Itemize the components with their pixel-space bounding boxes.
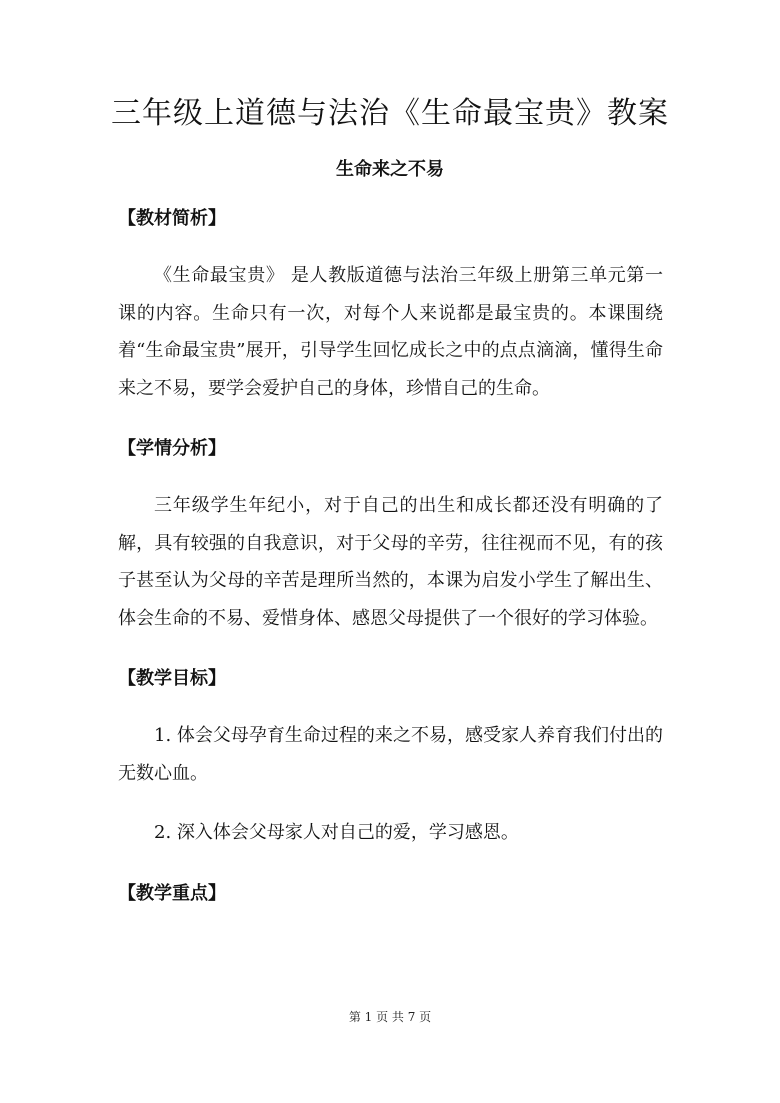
page-number-footer: 第 1 页 共 7 页	[348, 1010, 432, 1024]
paragraph: 《生命最宝贵》 是人教版道德与法治三年级上册第三单元第一课的内容。生命只有一次，对每个人来说都是最宝贵的。本课围绕着“生命最宝贵”展开，引导学生回忆成长之中的点点滴滴，懂得生命来之不易，要学会爱护自己的身体，珍惜自己的生命。	[118, 265, 663, 399]
section-textbook-analysis	[118, 205, 663, 407]
section-teaching-goals	[118, 665, 663, 852]
section-student-analysis	[118, 435, 663, 637]
page-subtitle: 生命来之不易	[336, 159, 444, 180]
section-heading: 【教材简析】	[118, 208, 226, 229]
section-teaching-focus	[118, 880, 663, 908]
section-heading: 【教学重点】	[118, 882, 226, 904]
paragraph: 三年级学生年纪小，对于自己的出生和成长都还没有明确的了解，具有较强的自我意识，对于父母的辛劳，往往视而不见，有的孩子甚至认为父母的辛苦是理所当然的，本课为启发小学生了解出生、体会生命的不易、爱惜身体、感恩父母提供了一个很好的学习体验。	[118, 495, 663, 629]
page-title: 三年级上道德与法治《生命最宝贵》教案	[111, 96, 669, 131]
goal-item-1: 1. 体会父母孕育生命过程的来之不易，感受家人养育我们付出的无数心血。	[118, 725, 663, 784]
goal-item-2: 2. 深入体会父母家人对自己的爱，学习感恩。	[154, 822, 519, 843]
section-heading: 【教学目标】	[118, 668, 226, 689]
document-body	[118, 205, 663, 908]
section-heading: 【学情分析】	[118, 438, 226, 459]
